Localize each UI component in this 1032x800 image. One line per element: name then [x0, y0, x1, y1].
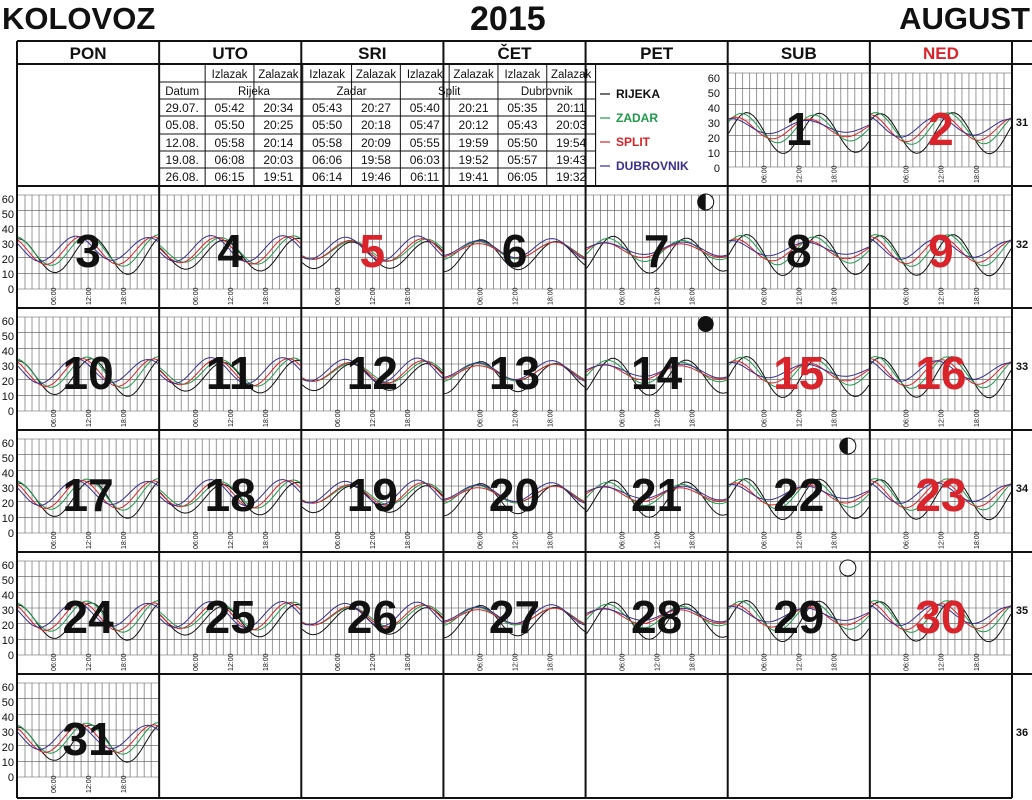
table-time-cell: 19:58 [360, 153, 391, 167]
day-number: 20 [488, 469, 541, 521]
x-tick-label: 18:00 [405, 287, 413, 305]
table-time-cell: 06:05 [507, 170, 538, 184]
y-axis-label: 10 [1, 391, 14, 403]
x-tick-label: 06:00 [619, 653, 627, 671]
y-axis-label: 50 [1, 209, 14, 221]
day-number: 17 [62, 469, 114, 521]
x-tick-label: 18:00 [547, 287, 555, 305]
weekday-header-2: UTO [212, 44, 249, 63]
day-number: 31 [62, 713, 114, 765]
week-number: 32 [1015, 239, 1029, 251]
x-tick-label: 12:00 [512, 409, 520, 427]
y-axis-label: 40 [1, 224, 14, 236]
x-tick-label: 06:00 [477, 287, 485, 305]
x-tick-label: 06:00 [761, 165, 769, 183]
x-tick-label: 12:00 [796, 653, 804, 671]
day-number: 5 [359, 225, 386, 277]
table-time-cell: 05:50 [507, 136, 538, 150]
table-time-cell: 19:54 [556, 136, 587, 150]
x-tick-label: 06:00 [192, 653, 200, 671]
table-time-cell: 05:35 [507, 101, 538, 115]
day-number: 21 [631, 469, 683, 521]
x-tick-label: 06:00 [477, 409, 485, 427]
tide-chart-day-7 [587, 194, 727, 305]
x-tick-label: 12:00 [938, 531, 946, 549]
x-tick-label: 18:00 [547, 531, 555, 549]
x-tick-label: 12:00 [796, 287, 804, 305]
y-axis-label: 20 [1, 376, 14, 388]
table-col-head: Zalazak [258, 69, 299, 81]
day-number: 1 [785, 103, 812, 155]
table-col-head: Izlazak [309, 69, 346, 81]
x-tick-label: 18:00 [263, 531, 271, 549]
table-time-cell: 20:27 [360, 101, 391, 115]
x-tick-label: 12:00 [228, 409, 236, 427]
tide-chart-day-12 [302, 317, 442, 427]
x-tick-label: 18:00 [831, 165, 839, 183]
table-time-cell: 06:08 [214, 153, 245, 167]
y-axis-label: 10 [1, 757, 14, 769]
x-tick-label: 12:00 [512, 531, 520, 549]
table-time-cell: 20:09 [360, 136, 391, 150]
table-time-cell: 05:57 [507, 153, 538, 167]
table-date-cell: 12.08. [165, 136, 199, 150]
tide-chart-day-5 [302, 195, 442, 305]
table-col-head: Izlazak [504, 69, 541, 81]
day-number: 28 [631, 591, 683, 643]
tide-legend [600, 87, 689, 173]
y-axis-label: 60 [1, 682, 14, 694]
table-time-cell: 05:50 [214, 118, 245, 132]
tide-chart-day-21 [587, 439, 727, 549]
x-tick-label: 06:00 [192, 287, 200, 305]
x-tick-label: 12:00 [512, 287, 520, 305]
day-number: 9 [928, 225, 954, 277]
tide-chart-day-19 [302, 439, 442, 549]
x-tick-label: 18:00 [831, 531, 839, 549]
x-tick-label: 12:00 [796, 409, 804, 427]
x-tick-label: 18:00 [263, 653, 271, 671]
x-tick-label: 12:00 [938, 287, 946, 305]
x-tick-label: 12:00 [796, 531, 804, 549]
tide-chart-day-29 [729, 560, 869, 671]
tide-chart-day-3 [18, 195, 158, 305]
x-tick-label: 12:00 [654, 287, 662, 305]
day-number: 11 [205, 347, 255, 399]
x-tick-label: 06:00 [335, 409, 343, 427]
table-city-head: Dubrovnik [520, 86, 573, 98]
x-tick-label: 12:00 [938, 653, 946, 671]
x-tick-label: 06:00 [192, 531, 200, 549]
day-number: 14 [631, 347, 683, 399]
table-time-cell: 19:59 [458, 136, 489, 150]
x-tick-label: 12:00 [938, 165, 946, 183]
x-tick-label: 18:00 [120, 287, 128, 305]
x-tick-label: 06:00 [619, 531, 627, 549]
x-tick-label: 18:00 [120, 531, 128, 549]
x-tick-label: 12:00 [370, 409, 378, 427]
y-axis-label: 30 [1, 361, 14, 373]
y-axis-label: 50 [1, 575, 14, 587]
tide-chart-day-23 [871, 439, 1011, 549]
x-tick-label: 12:00 [228, 531, 236, 549]
y-axis-label: 20 [707, 133, 720, 145]
x-tick-label: 12:00 [512, 653, 520, 671]
x-tick-label: 06:00 [335, 653, 343, 671]
day-number: 19 [346, 469, 398, 521]
table-time-cell: 19:46 [360, 170, 391, 184]
tide-chart-day-9 [871, 195, 1011, 305]
sunrise-sunset-table [159, 65, 595, 186]
x-tick-label: 18:00 [405, 653, 413, 671]
tide-chart-day-22 [729, 438, 869, 549]
x-tick-label: 12:00 [85, 531, 93, 549]
legend-label: RIJEKA [616, 87, 661, 101]
x-tick-label: 06:00 [903, 287, 911, 305]
x-tick-label: 06:00 [761, 531, 769, 549]
y-axis-label: 0 [7, 772, 14, 784]
table-time-cell: 20:21 [458, 101, 489, 115]
x-tick-label: 18:00 [547, 653, 555, 671]
tide-chart-day-11 [160, 317, 300, 427]
day-number: 2 [928, 103, 954, 155]
table-time-cell: 20:25 [263, 118, 294, 132]
table-time-cell: 05:55 [409, 136, 440, 150]
x-tick-label: 12:00 [796, 165, 804, 183]
y-axis-label: 20 [1, 620, 14, 632]
table-time-cell: 06:14 [312, 170, 343, 184]
x-tick-label: 06:00 [50, 653, 58, 671]
x-tick-label: 18:00 [973, 287, 981, 305]
week-number: 36 [1015, 727, 1029, 739]
tide-chart-day-16 [871, 317, 1011, 427]
x-tick-label: 18:00 [689, 409, 697, 427]
month-title-english: AUGUST [899, 1, 1030, 36]
x-tick-label: 06:00 [50, 409, 58, 427]
week-number: 34 [1015, 483, 1029, 495]
tide-chart-day-13 [444, 317, 584, 427]
table-col-head: Zalazak [355, 69, 397, 81]
table-date-cell: 26.08. [165, 170, 199, 184]
day-number: 30 [915, 591, 967, 643]
x-tick-label: 12:00 [228, 287, 236, 305]
x-tick-label: 06:00 [903, 165, 911, 183]
tide-chart-day-10 [18, 317, 158, 427]
weekday-header-7: NED [922, 44, 959, 63]
y-axis-label: 0 [7, 406, 14, 418]
x-tick-label: 12:00 [654, 653, 662, 671]
table-date-head: Datum [165, 86, 200, 98]
tide-chart-day-1 [729, 73, 869, 183]
table-time-cell: 19:32 [556, 170, 587, 184]
y-axis-label: 50 [1, 697, 14, 709]
x-tick-label: 12:00 [85, 409, 93, 427]
y-axis-label: 40 [1, 346, 14, 358]
week-number: 35 [1015, 605, 1029, 617]
y-axis-label: 10 [707, 148, 720, 160]
y-axis-label: 0 [7, 650, 14, 662]
x-tick-label: 18:00 [689, 653, 697, 671]
x-tick-label: 18:00 [263, 287, 271, 305]
x-tick-label: 06:00 [619, 287, 627, 305]
y-axis-label: 0 [713, 163, 720, 175]
x-tick-label: 12:00 [370, 653, 378, 671]
x-tick-label: 18:00 [263, 409, 271, 427]
x-tick-label: 18:00 [689, 531, 697, 549]
x-tick-label: 12:00 [654, 531, 662, 549]
y-axis-label: 60 [707, 73, 720, 85]
day-number: 3 [75, 225, 101, 277]
table-time-cell: 19:41 [458, 170, 489, 184]
day-number: 22 [773, 469, 825, 521]
table-col-head: Izlazak [211, 69, 248, 81]
x-tick-label: 12:00 [85, 775, 93, 793]
table-time-cell: 06:03 [409, 153, 440, 167]
x-tick-label: 18:00 [405, 531, 413, 549]
x-tick-label: 12:00 [228, 653, 236, 671]
day-number: 29 [773, 591, 825, 643]
day-number: 13 [488, 347, 541, 399]
y-axis-label: 50 [1, 331, 14, 343]
y-axis-label: 40 [707, 103, 720, 115]
y-axis-label: 40 [1, 590, 14, 602]
y-axis-label: 30 [1, 483, 14, 495]
y-axis-label: 40 [1, 712, 14, 724]
x-tick-label: 06:00 [477, 531, 485, 549]
x-tick-label: 06:00 [50, 531, 58, 549]
y-axis-label: 60 [1, 438, 14, 450]
table-time-cell: 05:58 [214, 136, 245, 150]
day-number: 4 [217, 225, 244, 277]
tide-chart-day-2 [871, 73, 1011, 183]
tide-chart-day-17 [18, 439, 158, 549]
y-axis-label: 10 [1, 513, 14, 525]
x-tick-label: 06:00 [903, 653, 911, 671]
last-quarter-moon-icon [698, 194, 714, 210]
x-tick-label: 18:00 [973, 653, 981, 671]
table-date-cell: 19.08. [165, 153, 199, 167]
tide-chart-day-31 [18, 683, 158, 793]
legend-label: SPLIT [616, 135, 651, 149]
x-tick-label: 18:00 [120, 775, 128, 793]
table-time-cell: 05:43 [312, 101, 343, 115]
day-number: 27 [488, 591, 541, 643]
y-axis-label: 20 [1, 498, 14, 510]
tide-chart-day-30 [871, 561, 1011, 671]
day-number: 12 [346, 347, 398, 399]
table-city-head: Rijeka [237, 86, 270, 98]
day-number: 15 [773, 347, 825, 399]
day-number: 26 [346, 591, 398, 643]
table-time-cell: 20:03 [556, 118, 587, 132]
x-tick-label: 12:00 [85, 287, 93, 305]
x-tick-label: 18:00 [547, 409, 555, 427]
day-number: 7 [643, 225, 670, 277]
table-time-cell: 19:52 [458, 153, 489, 167]
x-tick-label: 18:00 [120, 653, 128, 671]
tide-chart-day-27 [444, 561, 584, 671]
table-time-cell: 19:43 [556, 153, 587, 167]
tide-chart-day-6 [444, 195, 584, 305]
x-tick-label: 06:00 [903, 531, 911, 549]
x-tick-label: 18:00 [831, 287, 839, 305]
y-axis-label: 0 [7, 528, 14, 540]
table-time-cell: 20:34 [263, 101, 294, 115]
y-axis-label: 20 [1, 254, 14, 266]
weekday-header-5: PET [640, 44, 674, 63]
y-axis-label: 0 [7, 284, 14, 296]
table-time-cell: 05:47 [409, 118, 440, 132]
y-axis-label: 30 [707, 118, 720, 130]
x-tick-label: 18:00 [689, 287, 697, 305]
year-title: 2015 [470, 0, 546, 38]
table-col-head: Izlazak [406, 69, 443, 81]
y-axis-label: 30 [1, 239, 14, 251]
y-axis-label: 30 [1, 727, 14, 739]
x-tick-label: 06:00 [761, 653, 769, 671]
x-tick-label: 06:00 [619, 409, 627, 427]
y-axis-label: 60 [1, 316, 14, 328]
month-title-croatian: KOLOVOZ [2, 1, 156, 36]
x-tick-label: 06:00 [50, 287, 58, 305]
x-tick-label: 12:00 [370, 287, 378, 305]
x-tick-label: 12:00 [370, 531, 378, 549]
table-time-cell: 06:15 [214, 170, 245, 184]
weekday-header-6: SUB [780, 44, 817, 63]
full-moon-icon [840, 560, 856, 576]
table-col-head: Zalazak [453, 69, 494, 81]
legend-label: ZADAR [616, 111, 658, 125]
table-city-head: Zadar [336, 86, 367, 98]
table-time-cell: 20:14 [263, 136, 294, 150]
x-tick-label: 18:00 [973, 165, 981, 183]
y-axis-label: 50 [707, 88, 720, 100]
table-time-cell: 06:06 [312, 153, 343, 167]
x-tick-label: 06:00 [335, 531, 343, 549]
tide-chart-day-4 [160, 195, 300, 305]
day-number: 23 [915, 469, 967, 521]
table-time-cell: 20:11 [556, 101, 586, 115]
day-number: 10 [62, 347, 114, 399]
table-city-head: Split [437, 86, 461, 98]
day-number: 18 [204, 469, 256, 521]
table-time-cell: 06:11 [410, 170, 440, 184]
table-date-cell: 29.07. [165, 101, 199, 115]
day-number: 16 [915, 347, 967, 399]
table-time-cell: 05:43 [507, 118, 538, 132]
x-tick-label: 18:00 [831, 653, 839, 671]
weekday-header-4: ČET [497, 44, 532, 63]
tide-chart-day-28 [587, 561, 727, 671]
table-time-cell: 20:12 [458, 118, 489, 132]
new-moon-icon [698, 316, 714, 332]
tide-chart-day-15 [729, 317, 869, 427]
x-tick-label: 06:00 [761, 409, 769, 427]
table-date-cell: 05.08. [165, 118, 199, 132]
day-number: 24 [62, 591, 114, 643]
table-col-head: Zalazak [551, 69, 592, 81]
x-tick-label: 06:00 [50, 775, 58, 793]
x-tick-label: 12:00 [938, 409, 946, 427]
y-axis-label: 10 [1, 269, 14, 281]
x-tick-label: 12:00 [85, 653, 93, 671]
weekday-header-3: SRI [358, 44, 387, 63]
tide-chart-day-8 [729, 195, 869, 305]
legend-label: DUBROVNIK [616, 159, 689, 173]
x-tick-label: 18:00 [973, 409, 981, 427]
y-axis-label: 60 [1, 560, 14, 572]
table-time-cell: 20:18 [360, 118, 391, 132]
y-axis-label: 10 [1, 635, 14, 647]
y-axis-label: 60 [1, 194, 14, 206]
x-tick-label: 18:00 [831, 409, 839, 427]
x-tick-label: 06:00 [477, 653, 485, 671]
x-tick-label: 18:00 [120, 409, 128, 427]
x-tick-label: 18:00 [973, 531, 981, 549]
x-tick-label: 06:00 [192, 409, 200, 427]
tide-chart-day-18 [160, 439, 300, 549]
tide-chart-day-24 [18, 561, 158, 671]
y-axis-label: 50 [1, 453, 14, 465]
weekday-header-1: PON [69, 44, 107, 63]
y-axis-label: 30 [1, 605, 14, 617]
x-tick-label: 12:00 [654, 409, 662, 427]
day-number: 8 [785, 225, 812, 277]
x-tick-label: 06:00 [903, 409, 911, 427]
week-number: 31 [1015, 117, 1029, 129]
tide-chart-day-25 [160, 561, 300, 671]
table-time-cell: 05:40 [409, 101, 440, 115]
table-time-cell: 20:03 [263, 153, 294, 167]
tide-chart-day-20 [444, 439, 584, 549]
table-time-cell: 19:51 [263, 170, 294, 184]
week-number: 33 [1015, 361, 1029, 373]
tide-chart-day-14 [587, 316, 727, 427]
table-time-cell: 05:50 [312, 118, 343, 132]
x-tick-label: 18:00 [405, 409, 413, 427]
y-axis-label: 20 [1, 742, 14, 754]
table-time-cell: 05:58 [312, 136, 343, 150]
y-axis-label: 40 [1, 468, 14, 480]
first-quarter-moon-icon [840, 438, 856, 454]
x-tick-label: 06:00 [335, 287, 343, 305]
x-tick-label: 06:00 [761, 287, 769, 305]
tide-chart-day-26 [302, 561, 442, 671]
table-time-cell: 05:42 [214, 101, 245, 115]
day-number: 25 [204, 591, 256, 643]
day-number: 6 [501, 225, 528, 277]
